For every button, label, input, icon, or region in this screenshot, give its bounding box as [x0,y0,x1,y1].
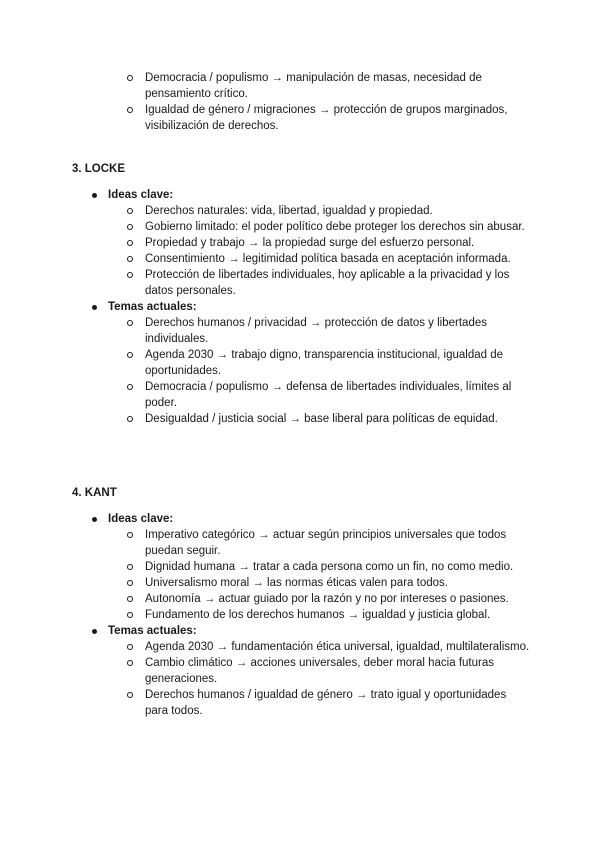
hollow-bullet-icon [127,240,133,246]
hollow-bullet-icon [127,612,133,618]
hollow-bullet-icon [127,644,133,650]
list-item: Agenda 2030 → trabajo digno, transparencia institucional, igualdad de oportunidades. [0,347,530,379]
list-item: Igualdad de género / migraciones → protección de grupos marginados, visibilización de derechos. [0,102,530,134]
list-item: Consentimiento → legitimidad política basada en aceptación informada. [0,251,530,267]
hollow-bullet-icon [127,320,133,326]
list-item: Gobierno limitado: el poder político debe proteger los derechos sin abusar. [0,219,530,235]
temas-actuales-item: Temas actuales: [0,623,528,639]
hollow-bullet-icon [127,564,133,570]
ideas-clave-item: Ideas clave: [0,511,528,527]
list-item: Derechos naturales: vida, libertad, igualdad y propiedad. [0,203,530,219]
list-item: Universalismo moral → las normas éticas valen para todos. [0,575,530,591]
list-item: Dignidad humana → tratar a cada persona como un fin, no como medio. [0,559,530,575]
filled-bullet-icon [92,305,97,310]
list-item: Imperativo categórico → actuar según principios universales que todos puedan seguir. [0,527,530,559]
list-item: Protección de libertades individuales, hoy aplicable a la privacidad y los datos personales. [0,267,530,299]
kant-section [0,511,600,719]
list-item: Agenda 2030 → fundamentación ética universal, igualdad, multilateralismo. [0,639,530,655]
temas-actuales-item: Temas actuales: [0,299,528,315]
hollow-bullet-icon [127,272,133,278]
hollow-bullet-icon [127,416,133,422]
list-item: Desigualdad / justicia social → base liberal para políticas de equidad. [0,411,530,427]
hollow-bullet-icon [127,208,133,214]
continuation-list [0,70,600,134]
list-item: Autonomía → actuar guiado por la razón y no por intereses o pasiones. [0,591,530,607]
hollow-bullet-icon [127,107,133,113]
section-heading-kant: 4. KANT [72,487,117,499]
list-item: Fundamento de los derechos humanos → igualdad y justicia global. [0,607,530,623]
hollow-bullet-icon [127,384,133,390]
list-item: Democracia / populismo → defensa de libertades individuales, límites al poder. [0,379,530,411]
hollow-bullet-icon [127,580,133,586]
hollow-bullet-icon [127,256,133,262]
locke-section [0,187,600,427]
list-item: Cambio climático → acciones universales, deber moral hacia futuras generaciones. [0,655,530,687]
hollow-bullet-icon [127,692,133,698]
hollow-bullet-icon [127,660,133,666]
list-item: Propiedad y trabajo → la propiedad surge del esfuerzo personal. [0,235,530,251]
filled-bullet-icon [92,517,97,522]
hollow-bullet-icon [127,532,133,538]
hollow-bullet-icon [127,352,133,358]
ideas-clave-item: Ideas clave: [0,187,528,203]
section-heading-locke: 3. LOCKE [72,163,126,175]
list-item: Derechos humanos / privacidad → protección de datos y libertades individuales. [0,315,530,347]
filled-bullet-icon [92,629,97,634]
filled-bullet-icon [92,193,97,198]
hollow-bullet-icon [127,75,133,81]
hollow-bullet-icon [127,596,133,602]
hollow-bullet-icon [127,224,133,230]
list-item: Derechos humanos / igualdad de género → trato igual y oportunidades para todos. [0,687,530,719]
list-item: Democracia / populismo → manipulación de masas, necesidad de pensamiento crítico. [0,70,530,102]
